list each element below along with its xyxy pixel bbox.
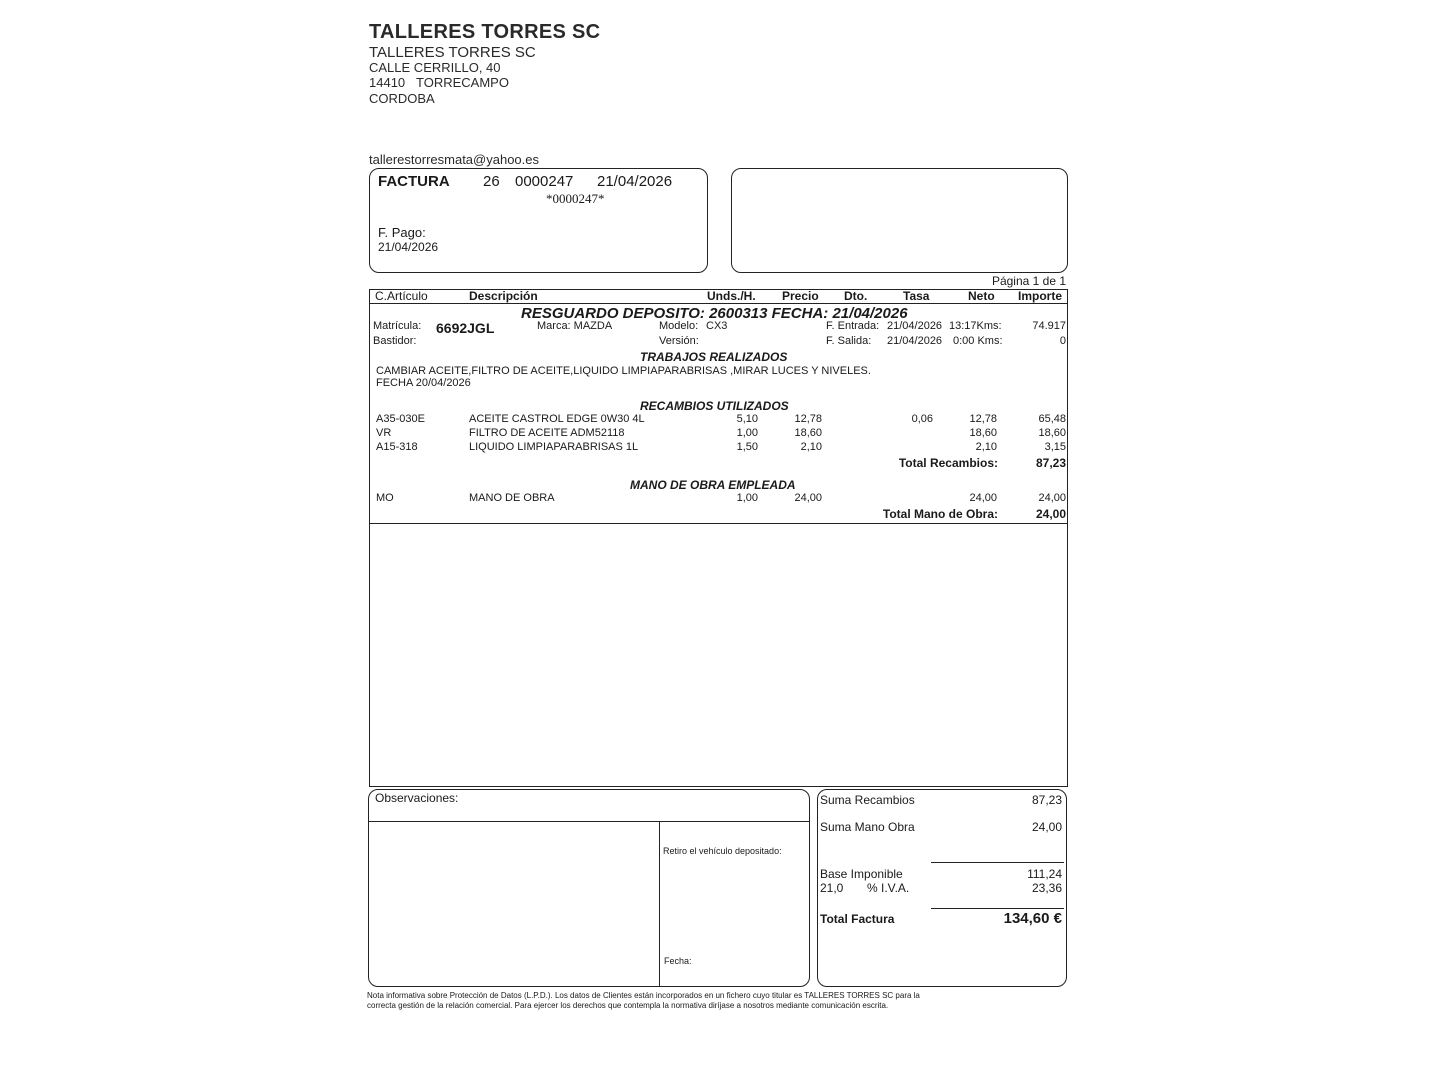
part-code: A15-318 <box>376 441 418 453</box>
parts-total: 87,23 <box>1035 456 1066 470</box>
part-description: LIQUIDO LIMPIAPARABRISAS 1L <box>469 441 639 453</box>
chassis-label: Bastidor: <box>373 335 417 347</box>
company-name: TALLERES TORRES SC <box>369 44 536 61</box>
part-code: VR <box>376 427 392 439</box>
col-header-discount: Dto. <box>844 289 868 303</box>
base-value: 111,24 <box>1027 867 1062 881</box>
labor-net: 24,00 <box>969 492 997 504</box>
part-code: A35-030E <box>376 413 425 425</box>
exit-date: 21/04/2026 <box>887 335 943 347</box>
exit-kms: 0 <box>1059 335 1066 347</box>
part-amount: 3,15 <box>1044 441 1066 453</box>
observations-label: Observaciones: <box>375 791 459 805</box>
invoice-barcode-text: *0000247* <box>546 191 605 206</box>
sum-parts-label: Suma Recambios <box>820 793 915 807</box>
col-header-price: Precio <box>782 289 819 303</box>
part-units: 1,50 <box>736 441 758 453</box>
col-header-amount: Importe <box>1018 289 1063 303</box>
pickup-label: Retiro el vehículo depositado: <box>663 846 782 856</box>
pickup-divider <box>659 821 660 986</box>
payment-date: 21/04/2026 <box>378 240 439 254</box>
parts-title: RECAMBIOS UTILIZADOS <box>640 399 789 413</box>
company-name-heading: TALLERES TORRES SC <box>369 21 601 43</box>
part-rate: 0,06 <box>911 413 933 425</box>
invoice-date: 21/04/2026 <box>597 173 673 190</box>
labor-description: MANO DE OBRA <box>469 492 555 504</box>
company-postal-code: 14410 <box>369 75 406 90</box>
vat-value: 23,36 <box>1031 881 1062 895</box>
labor-total-label: Total Mano de Obra: <box>882 507 998 521</box>
work-line-1: CAMBIAR ACEITE,FILTRO DE ACEITE,LIQUIDO LIMPIAPARABRISAS ,MIRAR LUCES Y NIVELES. <box>376 365 871 377</box>
sum-labor-value: 24,00 <box>1031 820 1062 834</box>
exit-time-kms: 0:00 Kms: <box>953 335 1003 347</box>
brand-value: Marca: MAZDA <box>537 320 613 332</box>
work-line-2: FECHA 20/04/2026 <box>376 377 471 389</box>
deposit-title: RESGUARDO DEPOSITO: 2600313 FECHA: 21/04/2026 <box>521 305 908 322</box>
customer-box <box>731 168 1068 273</box>
col-header-code: C.Artículo <box>375 289 428 303</box>
part-price: 18,60 <box>794 427 822 439</box>
part-price: 12,78 <box>794 413 822 425</box>
work-title: TRABAJOS REALIZADOS <box>640 350 788 364</box>
observations-box <box>368 789 810 987</box>
invoice-series: 26 <box>483 173 500 190</box>
part-price: 2,10 <box>800 441 822 453</box>
labor-amount: 24,00 <box>1038 492 1066 504</box>
col-header-rate: Tasa <box>903 289 930 303</box>
plate-value: 6692JGL <box>436 320 495 336</box>
invoice-label: FACTURA <box>378 173 450 190</box>
page-counter: Página 1 de 1 <box>991 274 1066 288</box>
sum-parts-value: 87,23 <box>1031 793 1062 807</box>
entry-kms: 74.917 <box>1032 320 1066 332</box>
part-amount: 65,48 <box>1038 413 1066 425</box>
pickup-date-label: Fecha: <box>664 956 692 966</box>
entry-label: F. Entrada: <box>826 320 880 332</box>
vat-rate: 21,0 <box>820 881 844 895</box>
base-divider <box>931 862 1064 863</box>
entry-date: 21/04/2026 <box>887 320 943 332</box>
model-label: Modelo: <box>659 320 699 332</box>
labor-total: 24,00 <box>1035 507 1066 521</box>
total-value: 134,60 € <box>1003 910 1062 927</box>
observations-divider <box>369 821 809 822</box>
labor-title: MANO DE OBRA EMPLEADA <box>630 478 796 492</box>
labor-price: 24,00 <box>794 492 822 504</box>
model-value: CX3 <box>706 320 728 332</box>
invoice-number: 0000247 <box>515 173 574 190</box>
part-description: ACEITE CASTROL EDGE 0W30 4L <box>469 413 645 425</box>
header-divider <box>369 303 1068 304</box>
part-net: 18,60 <box>969 427 997 439</box>
part-net: 12,78 <box>969 413 997 425</box>
legal-note-line-2: correcta gestión de la relación comercial. Para ejercer los derechos que contempla la normativa diríjase a nosotros mediante comunicación escrita. <box>367 1001 889 1010</box>
company-email: tallerestorresmata@yahoo.es <box>369 152 539 167</box>
part-units: 5,10 <box>736 413 758 425</box>
part-description: FILTRO DE ACEITE ADM52118 <box>469 427 625 439</box>
plate-label: Matrícula: <box>373 320 422 332</box>
base-label: Base Imponible <box>820 867 903 881</box>
exit-label: F. Salida: <box>826 335 872 347</box>
col-header-description: Descripción <box>469 289 538 303</box>
part-net: 2,10 <box>975 441 997 453</box>
company-province: CORDOBA <box>369 91 435 106</box>
labor-units: 1,00 <box>736 492 758 504</box>
part-units: 1,00 <box>736 427 758 439</box>
col-header-net: Neto <box>968 289 995 303</box>
vat-label: % I.V.A. <box>867 881 910 895</box>
sum-labor-label: Suma Mano Obra <box>820 820 915 834</box>
company-street: CALLE CERRILLO, 40 <box>369 60 501 75</box>
total-label: Total Factura <box>820 912 895 926</box>
version-label: Versión: <box>659 335 699 347</box>
part-amount: 18,60 <box>1038 427 1066 439</box>
payment-label: F. Pago: <box>378 225 426 240</box>
entry-time-kms: 13:17Kms: <box>949 320 1002 332</box>
company-city: TORRECAMPO <box>416 75 509 90</box>
legal-note-line-1: Nota informativa sobre Protección de Datos (L.P.D.). Los datos de Clientes están incorporados en un fichero cuyo titular es TALLERES TORRES SC para la <box>367 991 920 1000</box>
parts-total-label: Total Recambios: <box>898 456 998 470</box>
col-header-units: Unds./H. <box>707 289 756 303</box>
total-divider <box>931 908 1064 909</box>
items-end-divider <box>369 523 1068 524</box>
labor-code: MO <box>376 492 394 504</box>
